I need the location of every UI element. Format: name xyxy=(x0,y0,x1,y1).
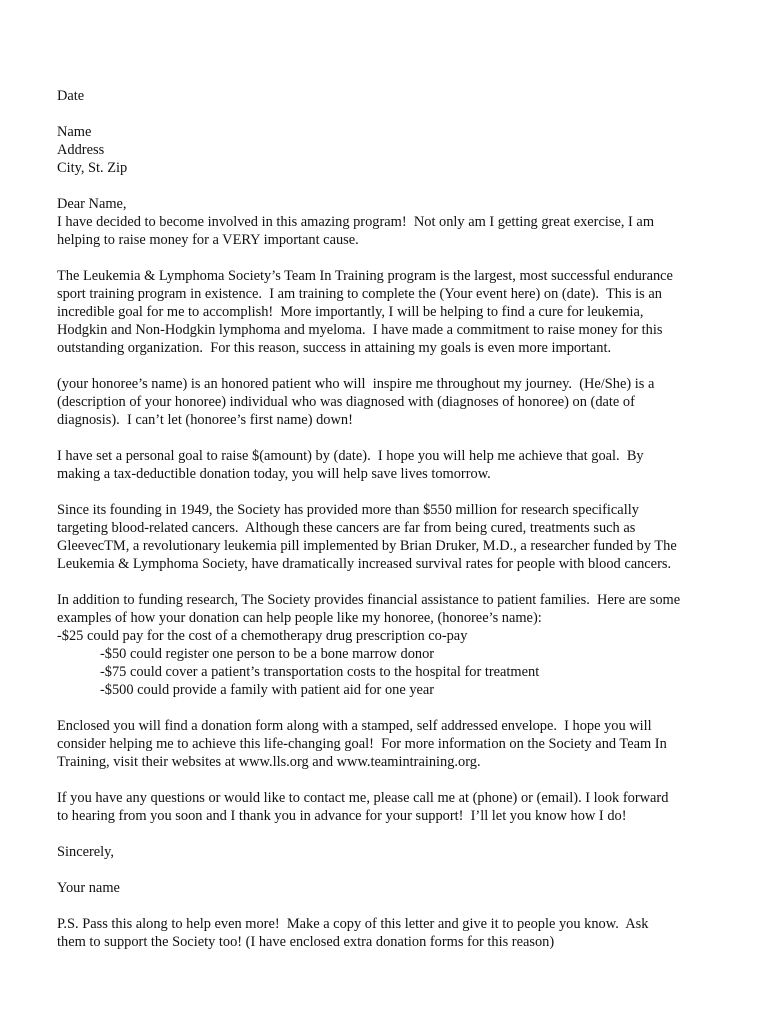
paragraph-line: Since its founding in 1949, the Society has provided more than $550 million for research specifically xyxy=(57,502,639,518)
closing-block xyxy=(57,843,722,861)
donation-example: -$75 could cover a patient’s transportation costs to the hospital for treatment xyxy=(100,664,540,680)
recipient-address: Address xyxy=(57,142,105,158)
donation-example: -$500 could provide a family with patient aid for one year xyxy=(100,682,435,698)
salutation: Dear Name, xyxy=(57,196,127,212)
paragraph-line: outstanding organization. For this reason, success in attaining my goals is even more important. xyxy=(57,340,612,356)
honoree-paragraph xyxy=(57,375,722,429)
paragraph-line: making a tax-deductible donation today, you will help save lives tomorrow. xyxy=(57,466,491,482)
paragraph-line: Enclosed you will find a donation form along with a stamped, self addressed envelope. I hope you will xyxy=(57,718,652,734)
paragraph-line: examples of how your donation can help people like my honoree, (honoree’s name): xyxy=(57,610,542,626)
paragraph-line: (description of your honoree) individual who was diagnosed with (diagnoses of honoree) on (date of xyxy=(57,394,635,410)
paragraph-line: The Leukemia & Lymphoma Society’s Team In Training program is the largest, most successful endurance xyxy=(57,268,673,284)
paragraph-line: targeting blood-related cancers. Although these cancers are far from being cured, treatments such as xyxy=(57,520,636,536)
paragraph-line: to hearing from you soon and I thank you in advance for your support! I’ll let you know how I do! xyxy=(57,808,627,824)
paragraph-line: helping to raise money for a VERY important cause. xyxy=(57,232,359,248)
letter-document xyxy=(57,87,722,969)
donation-example: -$50 could register one person to be a bone marrow donor xyxy=(100,646,435,662)
goal-paragraph xyxy=(57,447,722,483)
recipient-city: City, St. Zip xyxy=(57,160,128,176)
paragraph-line: consider helping me to achieve this life-changing goal! For more information on the Society and Team In xyxy=(57,736,667,752)
paragraph-line: If you have any questions or would like to contact me, please call me at (phone) or (email). I look forward xyxy=(57,790,669,806)
date-block xyxy=(57,87,722,105)
paragraph-line: Leukemia & Lymphoma Society, have dramatically increased survival rates for people with blood cancers. xyxy=(57,556,672,572)
history-paragraph xyxy=(57,501,722,573)
paragraph-line: In addition to funding research, The Society provides financial assistance to patient families. Here are some xyxy=(57,592,681,608)
paragraph-line: diagnosis). I can’t let (honoree’s first name) down! xyxy=(57,412,353,428)
donation-example: -$25 could pay for the cost of a chemotherapy drug prescription co-pay xyxy=(57,628,468,644)
paragraph-line: them to support the Society too! (I have enclosed extra donation forms for this reason) xyxy=(57,934,555,950)
paragraph-line: (your honoree’s name) is an honored patient who will inspire me throughout my journey. (He/She) is a xyxy=(57,376,655,392)
intro-paragraph xyxy=(57,195,722,249)
postscript-paragraph xyxy=(57,915,722,951)
funding-paragraph xyxy=(57,591,722,699)
recipient-name: Name xyxy=(57,124,92,140)
recipient-address-block xyxy=(57,123,722,177)
signature: Your name xyxy=(57,880,120,896)
program-paragraph xyxy=(57,267,722,357)
paragraph-line: Training, visit their websites at www.lls.org and www.teamintraining.org. xyxy=(57,754,481,770)
date-line: Date xyxy=(57,88,85,104)
paragraph-line: GleevecTM, a revolutionary leukemia pill implemented by Brian Druker, M.D., a researcher funded by The xyxy=(57,538,677,554)
paragraph-line: P.S. Pass this along to help even more! Make a copy of this letter and give it to people you know. Ask xyxy=(57,916,649,932)
paragraph-line: I have decided to become involved in this amazing program! Not only am I getting great exercise, I am xyxy=(57,214,655,230)
paragraph-line: incredible goal for me to accomplish! More importantly, I will be helping to find a cure for leukemia, xyxy=(57,304,644,320)
paragraph-line: I have set a personal goal to raise $(amount) by (date). I hope you will help me achieve that goal. By xyxy=(57,448,644,464)
closing: Sincerely, xyxy=(57,844,115,860)
enclosed-paragraph xyxy=(57,717,722,771)
paragraph-line: Hodgkin and Non-Hodgkin lymphoma and myeloma. I have made a commitment to raise money for this xyxy=(57,322,663,338)
paragraph-line: sport training program in existence. I am training to complete the (Your event here) on (date). This is an xyxy=(57,286,662,302)
signature-block xyxy=(57,879,722,897)
contact-paragraph xyxy=(57,789,722,825)
